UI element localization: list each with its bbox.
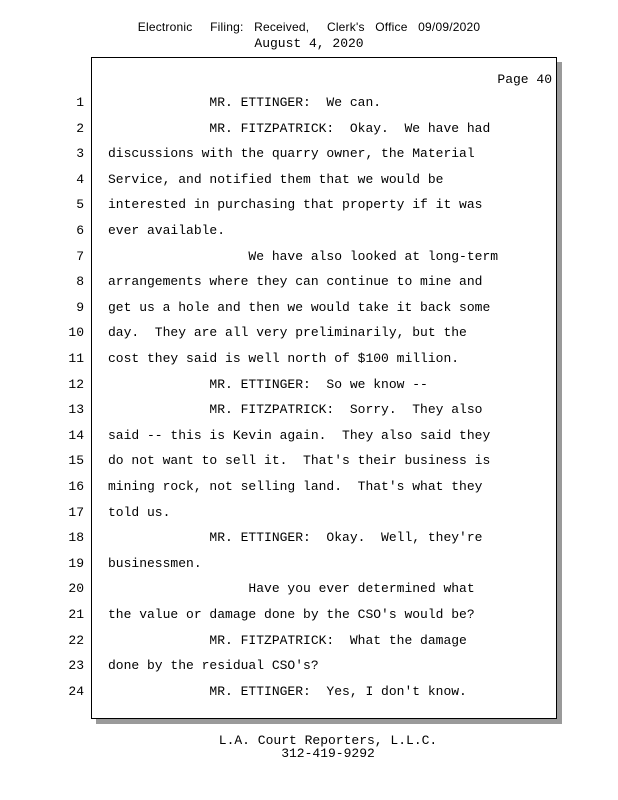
- line-number: 2: [76, 121, 84, 136]
- line-number: 20: [68, 581, 84, 596]
- transcript-line-text: Service, and notified them that we would be: [108, 172, 444, 187]
- line-number: 15: [68, 453, 84, 468]
- transcript-line-text: MR. ETTINGER: Okay. Well, they're: [108, 530, 483, 545]
- line-number: 1: [76, 95, 84, 110]
- line-number: 5: [76, 197, 84, 212]
- line-number: 17: [68, 505, 84, 520]
- reporter-company: L.A. Court Reporters, L.L.C.: [218, 733, 438, 748]
- line-number: 18: [68, 530, 84, 545]
- transcript-line-text: MR. ETTINGER: So we know --: [108, 377, 428, 392]
- line-number: 11: [68, 351, 84, 366]
- line-number: 9: [76, 300, 84, 315]
- line-number: 6: [76, 223, 84, 238]
- transcript-line-text: mining rock, not selling land. That's what they: [108, 479, 483, 494]
- filing-stamp: Electronic Filing: Received, Clerk's Office 09/09/2020: [137, 20, 481, 34]
- transcript-line-text: get us a hole and then we would take it back some: [108, 300, 491, 315]
- line-number: 13: [68, 402, 84, 417]
- line-number: 16: [68, 479, 84, 494]
- transcript-line-text: the value or damage done by the CSO's would be?: [108, 607, 475, 622]
- transcript-line-text: MR. FITZPATRICK: What the damage: [108, 633, 467, 648]
- transcript-line-text: MR. ETTINGER: We can.: [108, 95, 382, 110]
- line-number: 24: [68, 684, 84, 699]
- transcript-line-text: Have you ever determined what: [108, 581, 475, 596]
- line-number: 23: [68, 658, 84, 673]
- transcript-line-text: day. They are all very preliminarily, but the: [108, 325, 467, 340]
- reporter-phone: 312-419-9292: [281, 746, 375, 761]
- line-number: 3: [76, 146, 84, 161]
- transcript-line-text: told us.: [108, 505, 171, 520]
- transcript-line-text: businessmen.: [108, 556, 202, 571]
- line-number: 7: [76, 249, 84, 264]
- hearing-date: August 4, 2020: [254, 36, 364, 51]
- transcript-line-text: said -- this is Kevin again. They also said they: [108, 428, 491, 443]
- transcript-line-text: ever available.: [108, 223, 226, 238]
- transcript-line-text: do not want to sell it. That's their business is: [108, 453, 491, 468]
- transcript-line-text: MR. ETTINGER: Yes, I don't know.: [108, 684, 467, 699]
- line-number: 4: [76, 172, 84, 187]
- line-number: 19: [68, 556, 84, 571]
- transcript-line-text: discussions with the quarry owner, the Material: [108, 146, 475, 161]
- transcript-line-text: interested in purchasing that property if it was: [108, 197, 483, 212]
- line-number: 12: [68, 377, 84, 392]
- transcript-line-text: We have also looked at long-term: [108, 249, 499, 264]
- transcript-line-text: MR. FITZPATRICK: Sorry. They also: [108, 402, 483, 417]
- page-number: Page 40: [497, 72, 552, 87]
- transcript-line-text: done by the residual CSO's?: [108, 658, 319, 673]
- line-number: 10: [68, 325, 84, 340]
- transcript-line-text: MR. FITZPATRICK: Okay. We have had: [108, 121, 491, 136]
- line-number: 14: [68, 428, 84, 443]
- transcript-line-text: cost they said is well north of $100 million.: [108, 351, 460, 366]
- transcript-line-text: arrangements where they can continue to mine and: [108, 274, 483, 289]
- line-number: 22: [68, 633, 84, 648]
- line-number: 8: [76, 274, 84, 289]
- line-number: 21: [68, 607, 84, 622]
